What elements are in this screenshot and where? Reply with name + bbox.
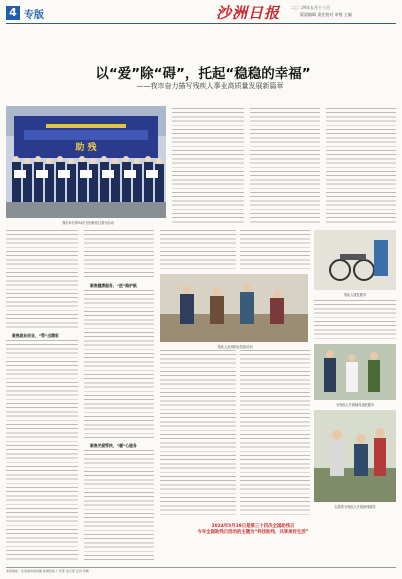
main-photo-caption: 我市举办第34次全国助残日系列活动 <box>62 221 114 225</box>
text-column <box>326 108 396 224</box>
footer-rule <box>6 567 396 568</box>
bottom-banner <box>158 524 348 536</box>
text-column <box>240 350 310 518</box>
issue-date: 二〇二四年五月十三日 <box>290 5 330 10</box>
photo-training <box>160 274 308 342</box>
text-column <box>240 230 310 270</box>
photo-caption: 志愿者为残疾人开展助残服务 <box>334 505 376 509</box>
page-number-badge: 4 <box>6 6 20 20</box>
text-column <box>314 300 396 340</box>
section-subtitle: 聚焦关爱帮扶，“暖”心服务 <box>90 443 137 448</box>
text-column <box>84 450 154 562</box>
text-column <box>172 108 244 224</box>
photo-rehab <box>314 230 396 290</box>
svg-text:助 残: 助 残 <box>75 143 97 153</box>
section-subtitle: 聚焦就业创业，“帮”出精彩 <box>12 333 59 338</box>
text-column <box>6 230 78 330</box>
text-column <box>160 230 236 270</box>
photo-device <box>314 344 396 400</box>
section-subtitle: 聚焦健康服务，“医”路护航 <box>90 283 137 288</box>
volunteer-photo-illustration <box>314 410 396 502</box>
text-column <box>250 108 320 224</box>
training-photo-illustration <box>160 274 308 342</box>
photo-caption: 残疾人参加职业技能培训 <box>217 345 253 349</box>
rehab-photo-illustration <box>314 230 396 290</box>
subheadline: ——我市奋力描写残疾人事业高质量发展新篇章 <box>136 82 284 90</box>
banner-line: 2024年5月19日是第三十四次全国助残日 <box>211 524 295 529</box>
text-column <box>160 350 236 518</box>
main-photo <box>6 106 166 218</box>
section-label: 专版 <box>24 10 44 21</box>
group-photo-illustration <box>6 106 166 218</box>
photo-caption: 残疾人康复服务 <box>343 293 367 297</box>
text-column <box>6 340 78 562</box>
editor-credits: 版面编辑 责任校对 审签 主编 <box>300 12 352 17</box>
device-photo-illustration <box>314 344 396 400</box>
banner-line: 今年全国助残日活动的主题为“科技助残，共享美好生活” <box>197 530 309 535</box>
footer-info: 本报地址：张家港市杨舍镇 新闻热线 广告部 发行部 定价 印刷 <box>6 569 89 573</box>
headline: 以“爱”除“碍”，托起“稳稳的幸福” <box>95 66 311 82</box>
header-rule <box>6 23 396 24</box>
text-column <box>84 290 154 440</box>
photo-caption: 为残疾人开展辅具适配服务 <box>335 403 375 407</box>
masthead-logo: 沙洲日报 <box>216 4 281 22</box>
text-column <box>84 230 154 280</box>
photo-volunteer <box>314 410 396 502</box>
